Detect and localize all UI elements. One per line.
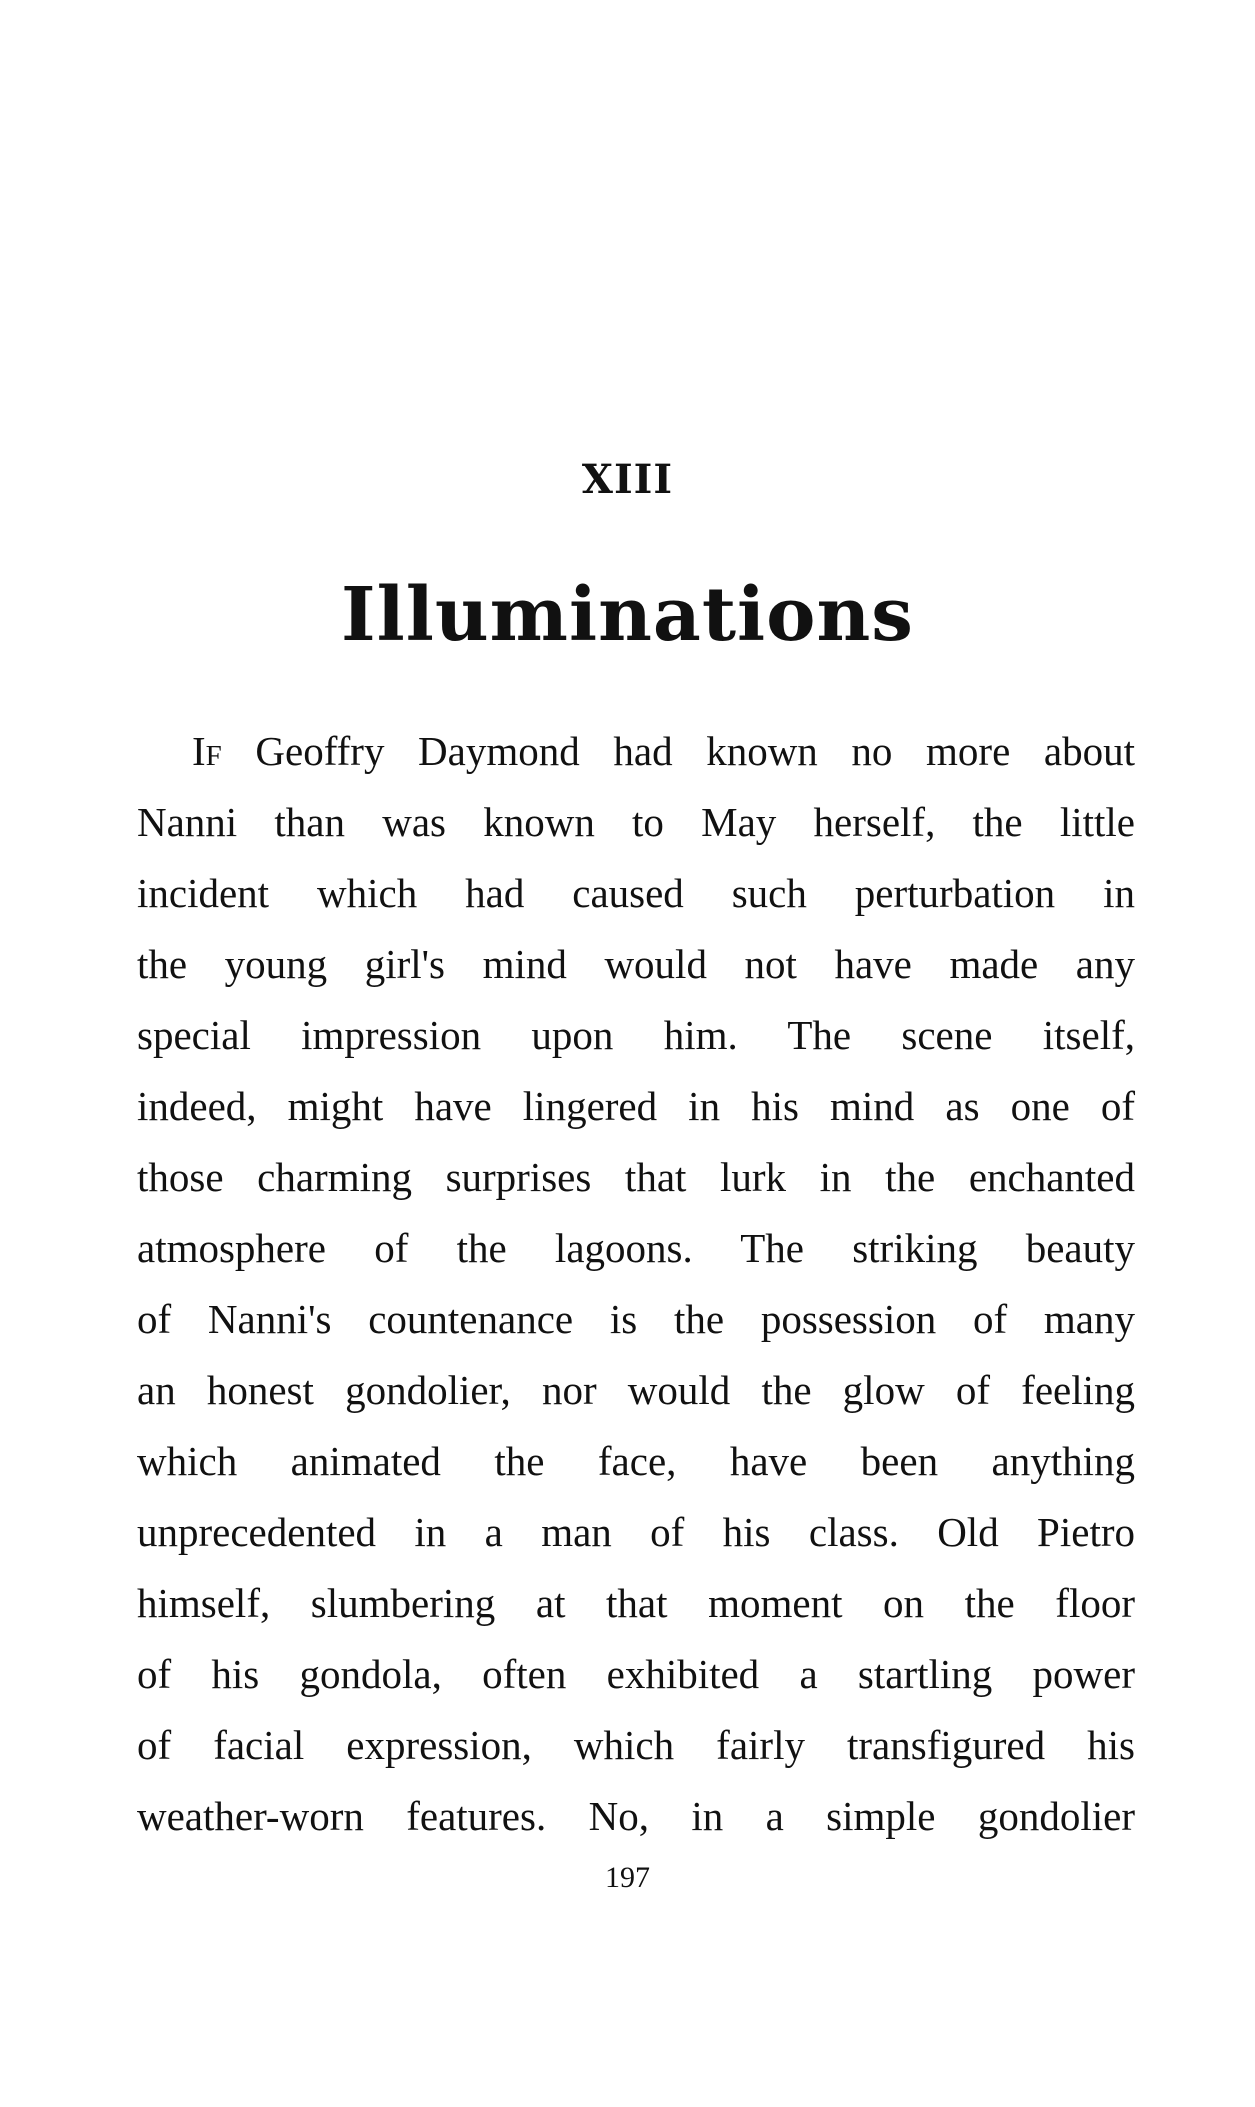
body-paragraph	[137, 716, 1135, 1852]
text-line: the young girl's mind would not have made any	[137, 941, 1135, 987]
small-caps-opening-word: If	[192, 728, 222, 774]
text-line-1	[137, 716, 1135, 787]
text-line: those charming surprises that lurk in the enchanted	[137, 1154, 1135, 1200]
text-line: weather-worn features. No, in a simple gondolier	[137, 1793, 1135, 1839]
text-line: Nanni than was known to May herself, the little	[137, 799, 1135, 845]
text-line: special impression upon him. The scene itself,	[137, 1012, 1135, 1058]
text-line: unprecedented in a man of his class. Old Pietro	[137, 1509, 1135, 1555]
page-number: 197	[605, 1861, 650, 1894]
text-line: of his gondola, often exhibited a startling power	[137, 1651, 1135, 1697]
text-line: of facial expression, which fairly transfigured his	[137, 1722, 1135, 1768]
text-line: indeed, might have lingered in his mind as one of	[137, 1083, 1135, 1129]
text-line: of Nanni's countenance is the possession of many	[137, 1296, 1135, 1342]
text-line: an honest gondolier, nor would the glow of feeling	[137, 1367, 1135, 1413]
text-line: incident which had caused such perturbation in	[137, 870, 1135, 916]
text-line: himself, slumbering at that moment on the floor	[137, 1580, 1135, 1626]
text-line: which animated the face, have been anything	[137, 1438, 1135, 1484]
first-line-text: Geoffry Daymond had known no more about	[221, 728, 1135, 774]
text-line: atmosphere of the lagoons. The striking beauty	[137, 1225, 1135, 1271]
chapter-number: XIII	[581, 456, 674, 503]
chapter-title: Illuminations	[341, 572, 914, 658]
